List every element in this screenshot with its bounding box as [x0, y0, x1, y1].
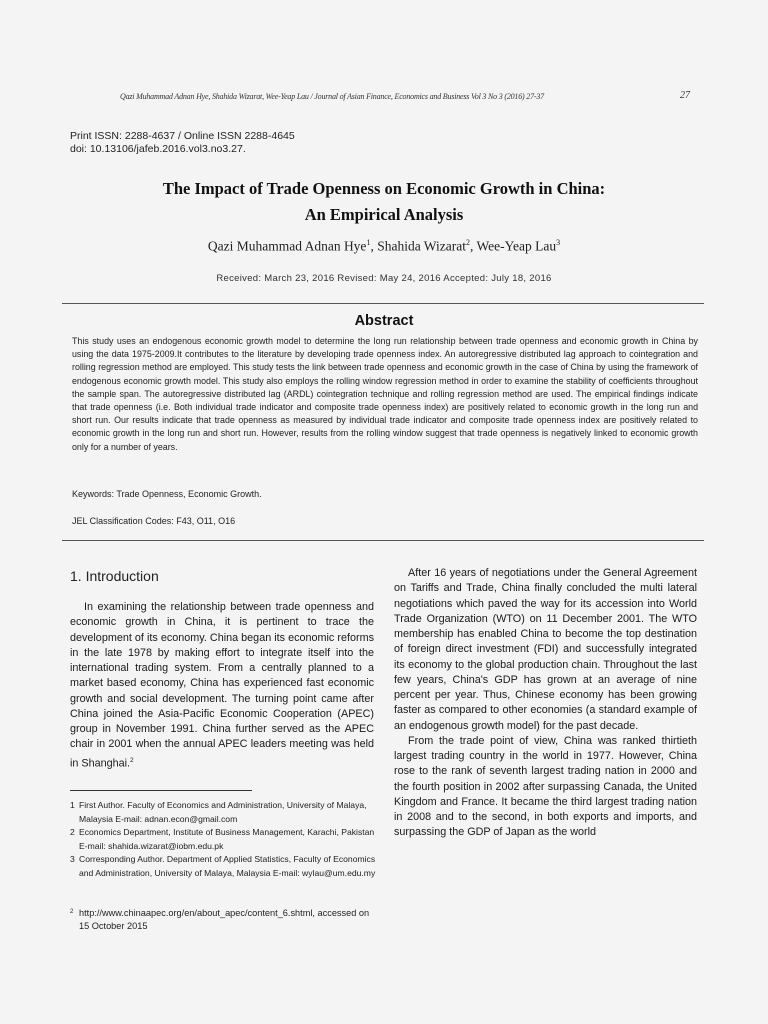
author-1: Qazi Muhammad Adnan Hye [207, 238, 367, 254]
footnote-number: 2 [70, 909, 74, 915]
author-3: Wee-Yeap Lau [476, 238, 557, 254]
footnote-text: First Author. Faculty of Economics and Administration, University of Malaya, Malaysia E-mail: adnan.econ@gmail.com [79, 800, 367, 824]
jel-codes: JEL Classification Codes: F43, O11, O16 [72, 516, 236, 526]
title-line-2: An Empirical Analysis [304, 205, 464, 224]
section-heading: 1. Introduction [70, 568, 159, 584]
footnote-ref: 2 [130, 756, 134, 764]
paragraph: After 16 years of negotiations under the General Agreement on Tariffs and Trade, China finally concluded the multi lateral negotiations which paved the way for its accession into World Trade Organization (WTO) on 11 December 2001. The WTO membership has enabled China to become the top destination of foreign direct investment (FDI) and successfully integrated its economy to the global production chain. Throughout the last few years, China's GDP has grown at an average of nine percent per year. Thus, Chinese economy has been growing faster as compared to other economies (a standard example of an endogenous growth model) for the past decade. [394, 567, 697, 732]
top-divider [62, 303, 704, 304]
paragraph-text: In examining the relationship between trade openness and economic growth in China, it is pertinent to trace the development of its economy. China began its economic reforms in the late 1978 by making effort to integrate itself into the international trading system. From a centrally planned to a market based economy, China has experienced fast economic growth and social development. The turning point came after China joined the Asia-Pacific Economic Cooperation (APEC) group in November 1991. China further served as the APEC chair in 2001 when the annual APEC leaders meeting was held in Shanghai. [70, 601, 374, 770]
right-column [394, 566, 697, 841]
bottom-divider [62, 540, 704, 541]
footnote-number: 2 [70, 827, 75, 838]
paragraph: From the trade point of view, China was ranked thirtieth largest trading country in the world in 1977. However, China rose to the rank of seventh largest trading nation in 2000 and the fourth position in 2002 after surpassing Canada, the United Kingdom and France. It became the third largest trading nation in 2008 and to the second, in both exports and imports, and surpassing the GDP of Japan as the world [394, 734, 697, 839]
author-3-affil: 3 [556, 238, 561, 247]
issn-line: Print ISSN: 2288-4637 / Online ISSN 2288-4645 [70, 130, 295, 142]
author-list: Qazi Muhammad Adnan Hye$^1$, Shahida Wizarat$^2$, Wee-Yeap Lau$^3$ [207, 238, 561, 254]
author-2-affil: 2 [466, 238, 470, 247]
page-number: 27 [680, 90, 690, 101]
abstract-heading: Abstract [354, 313, 414, 329]
footnote-text: Economics Department, Institute of Business Management, Karachi, Pakistan E-mail: shahida.wizarat@iobm.edu.pk [79, 827, 375, 851]
submission-dates: Received: March 23, 2016 Revised: May 24, 2016 Accepted: July 18, 2016 [216, 273, 552, 284]
running-head: Qazi Muhammad Adnan Hye, Shahida Wizarat, Wee-Yeap Lau / Journal of Asian Finance, Economics and Business Vol 3 No 3 (2016) 27-37 [120, 92, 544, 101]
abstract-text: This study uses an endogenous economic growth model to determine the long run relationship between trade openness and economic growth in China by using the data 1975-2009.It contributes to the literature by developing trade openness index. An autoregressive distributed lag approach to cointegration and rolling regression method are employed. This study tests the link between trade openness and economic growth in the case of China by using the framework of endogenous economic growth model. This study also employs the rolling window regression method in order to examine the stability of coefficients throughout the sample span. The autoregressive distributed lag (ARDL) cointegration technique and rolling regression method are used. The empirical findings indicate that trade openness (i.e. Both individual trade indicator and composite trade openness index) are positively related to economic growth in the long run and short run. Our results indicate that trade openness as measured by individual trade indicator and composite trade openness index are positively related to economic growth in the long run and short run. However, results from the rolling window suggest that trade openness is negatively linked to economic growth only for a number of years. [72, 336, 698, 452]
url-footnote [70, 907, 380, 932]
issn-block [70, 130, 295, 156]
footnote-text: http://www.chinaapec.org/en/about_apec/content_6.shtml, accessed on 15 October 2015 [79, 908, 370, 931]
paragraph [70, 600, 374, 771]
footnote [70, 826, 380, 853]
footnote [70, 853, 380, 880]
footnote-text: Corresponding Author. Department of Applied Statistics, Faculty of Economics and Administration, University of Malaya, Malaysia E-mail: wylau@um.edu.my [79, 854, 376, 878]
author-2: Shahida Wizarat [377, 238, 466, 254]
footnote-number: 3 [70, 854, 75, 865]
footnote-divider [70, 790, 252, 791]
paper-title [0, 176, 768, 228]
left-column [70, 600, 374, 771]
doi-line: doi: 10.13106/jafeb.2016.vol3.no3.27. [70, 143, 246, 155]
footnote [70, 799, 380, 826]
affiliation-footnotes [70, 799, 380, 881]
footnote-number: 1 [70, 800, 75, 810]
author-1-affil: 1 [366, 238, 371, 247]
title-line-1: The Impact of Trade Openness on Economic Growth in China: [162, 179, 606, 198]
keywords: Keywords: Trade Openness, Economic Growth. [72, 489, 262, 499]
